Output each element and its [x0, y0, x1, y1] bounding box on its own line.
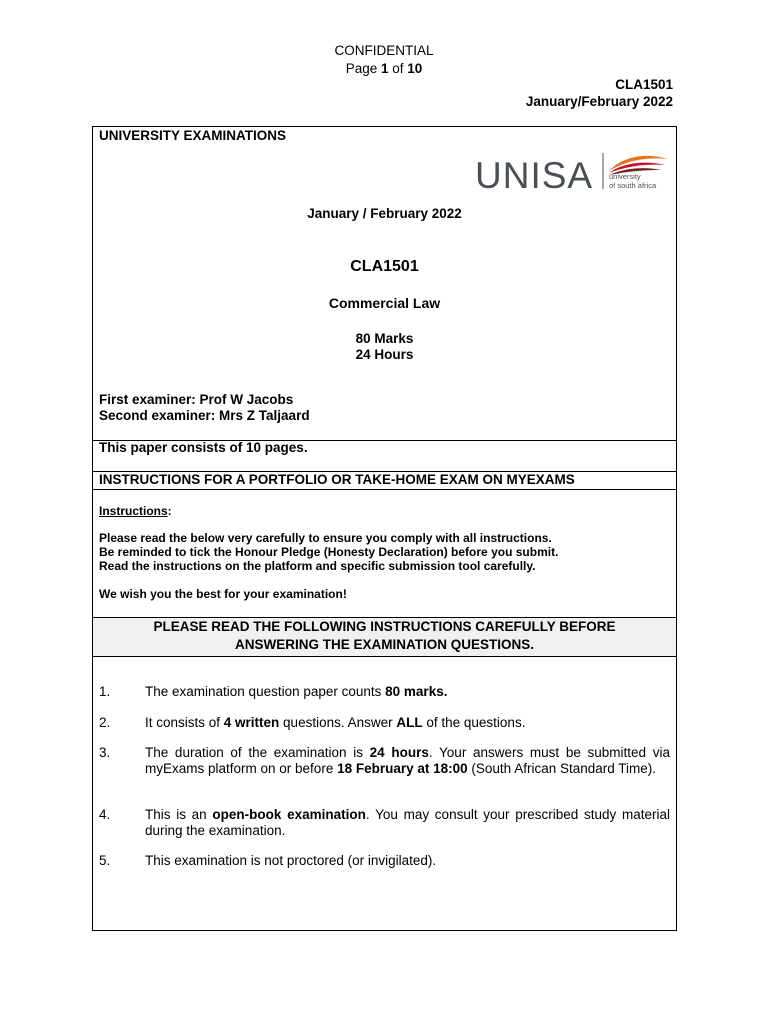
logo-sub-line1: university — [609, 172, 641, 181]
item-text-part: This is an — [145, 807, 213, 822]
item-number: 1. — [99, 684, 111, 699]
item-text-part: questions. Answer — [279, 715, 397, 730]
hours: 24 Hours — [355, 347, 414, 362]
item-text — [145, 684, 670, 700]
notice-line-2: ANSWERING THE EXAMINATION QUESTIONS. — [234, 637, 534, 652]
instruction-line-2: Be reminded to tick the Honour Pledge (Honesty Declaration) before you submit. — [99, 545, 559, 559]
instruction-line-1: Please read the below very carefully to ensure you comply with all instructions. — [99, 531, 552, 545]
logo-wordmark: UNISA — [475, 155, 594, 196]
item-text-bold: 24 hours — [369, 745, 429, 760]
item-number: 2. — [99, 715, 111, 730]
module-code-header: CLA1501 — [615, 77, 673, 92]
item-text-part: It consists of — [145, 715, 224, 730]
item-text-bold: open-book examination — [212, 807, 366, 822]
item-text-part: . You may consult your prescribed study material during the examination. — [145, 807, 670, 838]
item-text-bold: 4 written — [223, 715, 280, 730]
item-text-bold: ALL — [396, 715, 423, 730]
divider — [93, 489, 676, 490]
instructions-label-text: Instructions — [99, 504, 168, 518]
page-total: 10 — [407, 61, 423, 76]
notice-line-1: PLEASE READ THE FOLLOWING INSTRUCTIONS CAREFULLY BEFORE — [153, 619, 616, 634]
item-text-part: The duration of the examination is — [145, 745, 370, 760]
page-prefix: Page — [345, 61, 381, 76]
item-text-part: of the questions. — [422, 715, 526, 730]
unisa-logo — [475, 151, 670, 196]
item-text-part: (South African Standard Time). — [467, 760, 656, 776]
item-text — [145, 745, 670, 776]
page-of: of — [388, 61, 408, 76]
item-text — [145, 807, 670, 838]
session-header: January/February 2022 — [525, 94, 673, 109]
instructions-label — [99, 504, 172, 519]
exam-type: UNIVERSITY EXAMINATIONS — [99, 128, 287, 143]
cover-frame — [92, 126, 677, 931]
divider — [93, 656, 676, 657]
confidential-label: CONFIDENTIAL — [334, 43, 434, 58]
instruction-line-3: Read the instructions on the platform and specific submission tool carefully. — [99, 559, 536, 573]
exam-date: January / February 2022 — [307, 206, 462, 221]
marks: 80 Marks — [355, 331, 414, 346]
item-text — [145, 715, 670, 731]
item-text — [145, 853, 670, 869]
logo-sub-line2: of south africa — [609, 180, 657, 190]
item-text-bold: 80 marks. — [385, 684, 448, 699]
logo-subtitle — [609, 173, 656, 190]
best-wishes: We wish you the best for your examination! — [99, 587, 347, 601]
item-number: 3. — [99, 745, 111, 760]
item-text-part: This examination is not proctored (or invigilated). — [145, 853, 437, 868]
page-current: 1 — [380, 61, 389, 76]
item-text-part: The examination question paper counts — [145, 684, 386, 699]
module-name: Commercial Law — [328, 295, 441, 311]
module-code: CLA1501 — [350, 258, 419, 275]
first-examiner: First examiner: Prof W Jacobs — [99, 392, 294, 407]
second-examiner: Second examiner: Mrs Z Taljaard — [99, 408, 310, 423]
pages-note: This paper consists of 10 pages. — [99, 440, 308, 455]
item-number: 5. — [99, 853, 111, 868]
page-indicator — [0, 61, 768, 76]
item-text-bold: 18 February at 18:00 — [337, 760, 468, 776]
item-number: 4. — [99, 807, 111, 822]
notice-text — [93, 618, 676, 654]
item-text-part: . Your answers must be submitted via myExams platform on or before — [145, 745, 670, 776]
instructions-heading: INSTRUCTIONS FOR A PORTFOLIO OR TAKE-HOME EXAM ON MYEXAMS — [99, 472, 575, 487]
instructions-label-colon: : — [167, 504, 172, 518]
